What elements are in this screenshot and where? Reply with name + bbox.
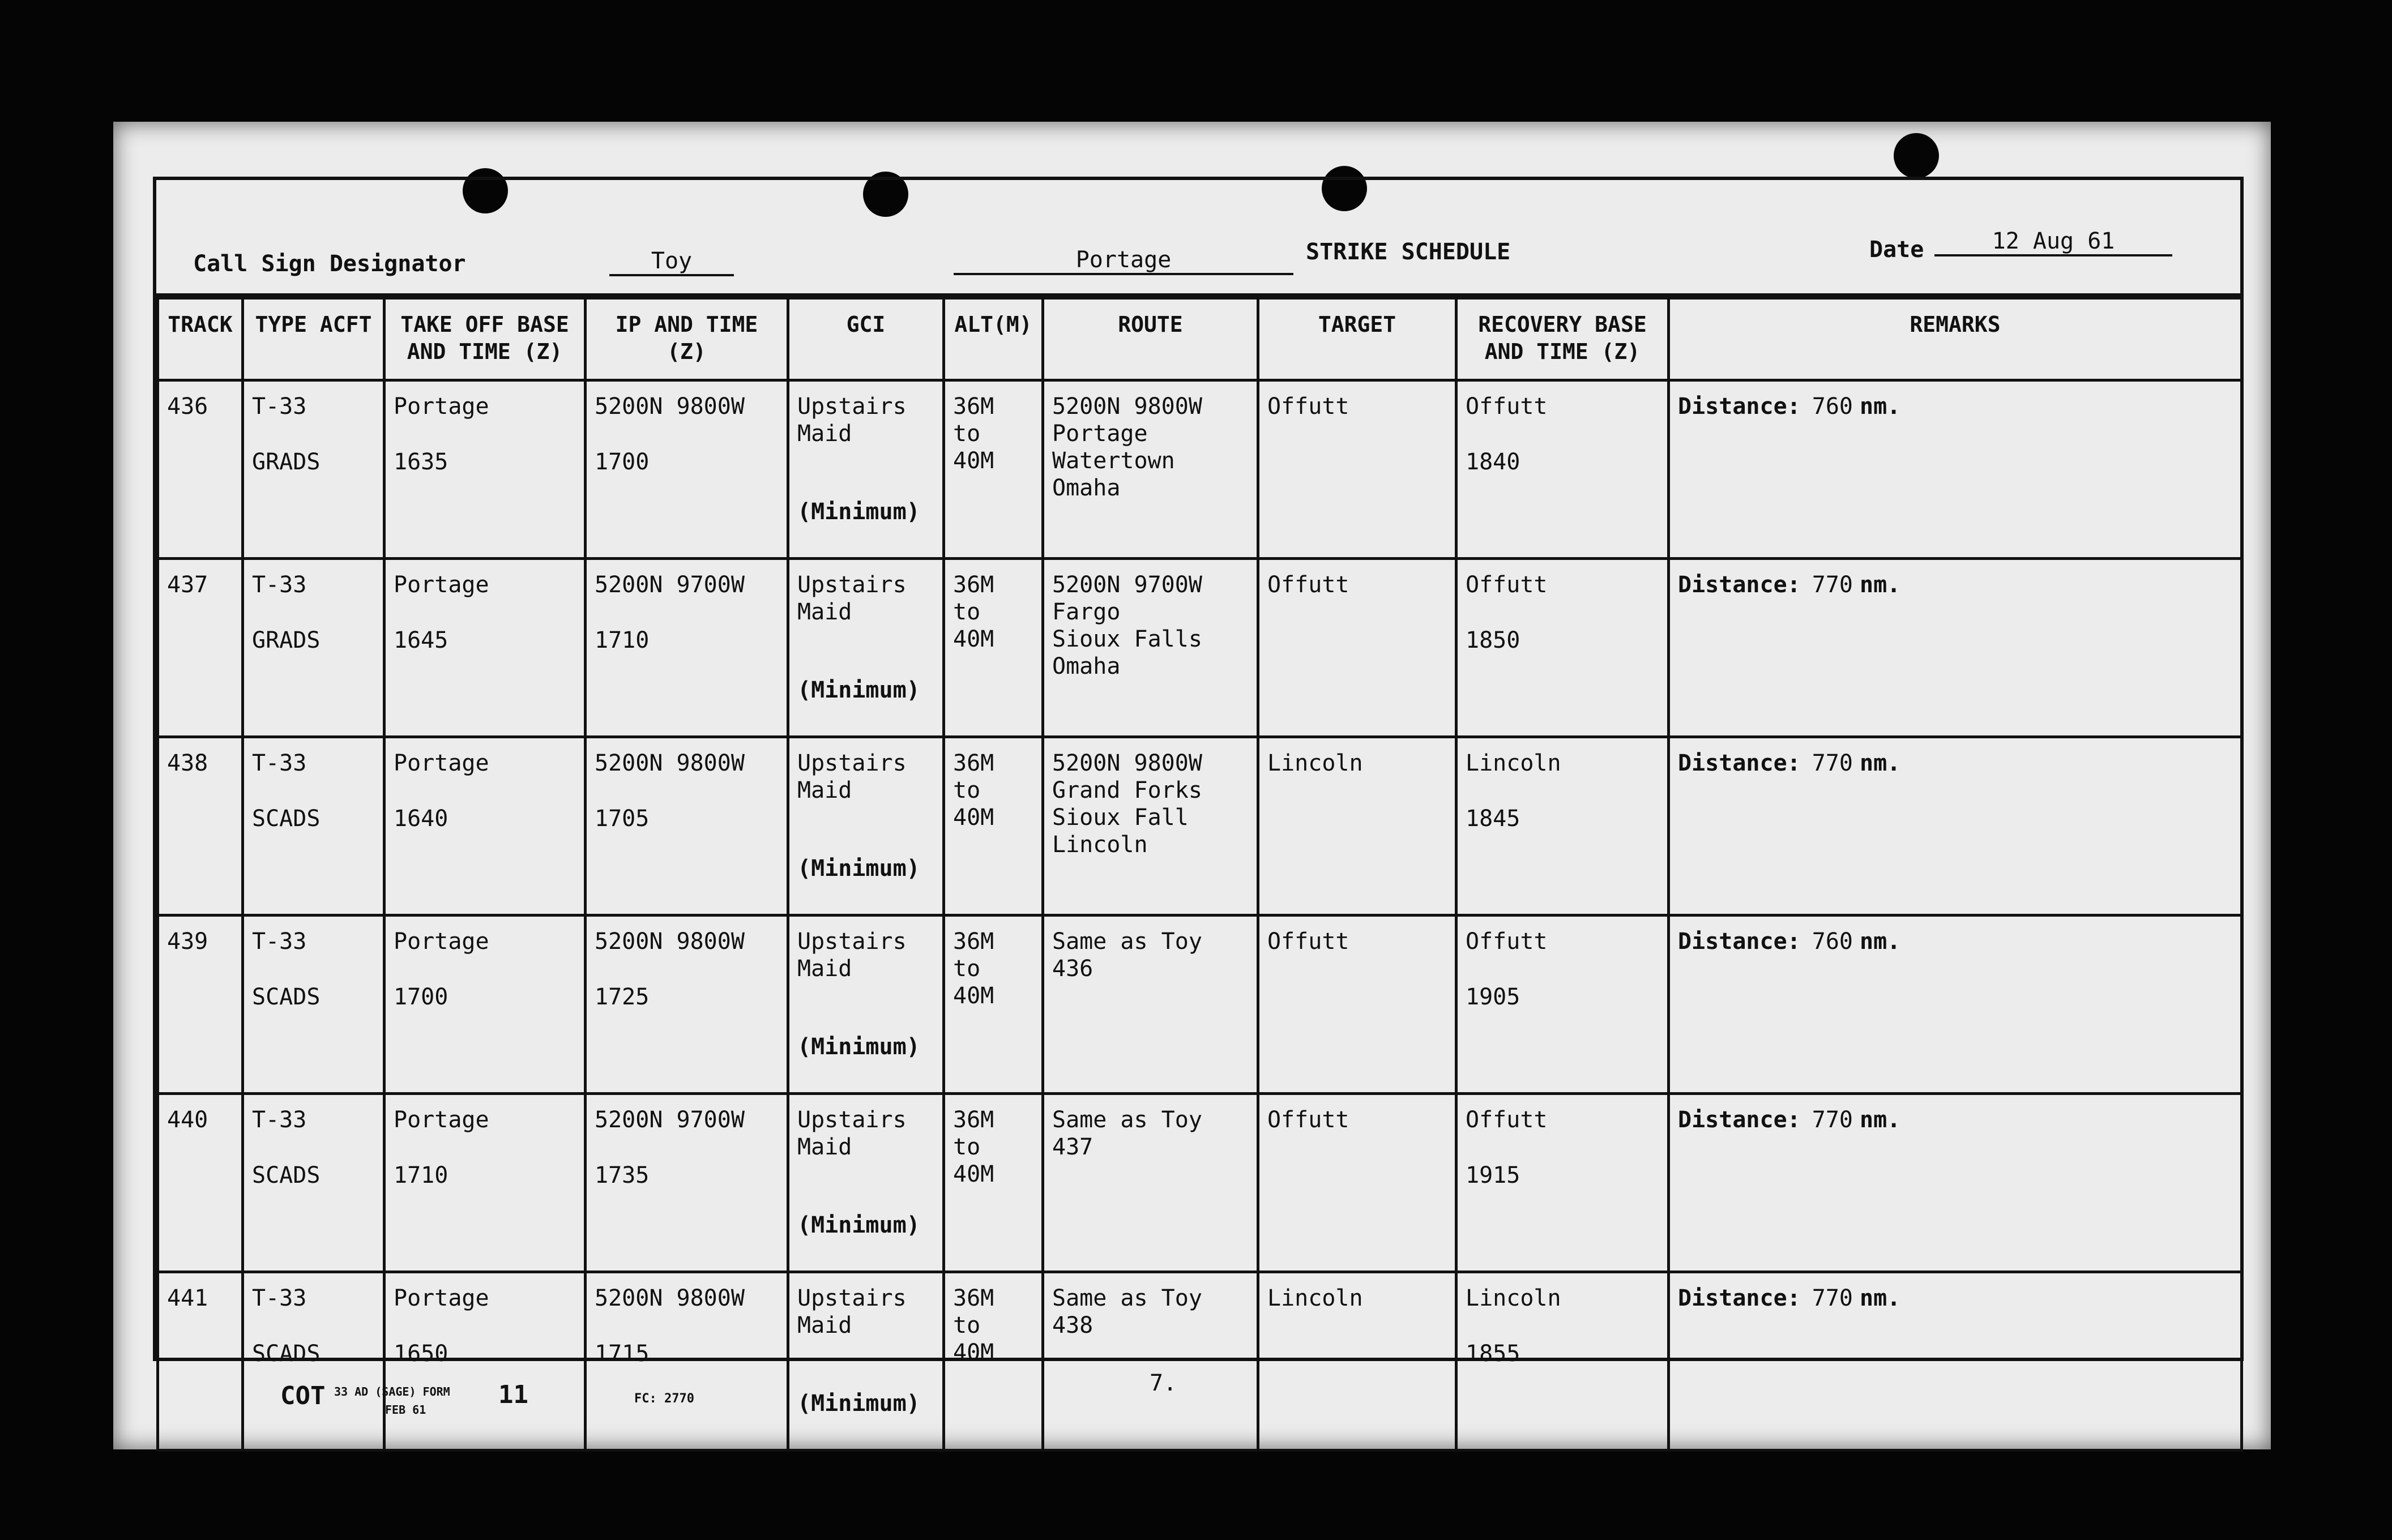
recovery-time: 1915 [1466, 1162, 1520, 1188]
gci-station: Upstairs Maid [797, 750, 907, 803]
altitude: 36M to 40M [953, 572, 994, 652]
route-point: Same as Toy 438 [1052, 1285, 1202, 1338]
recovery-time: 1845 [1466, 806, 1520, 832]
recovery-base: Lincoln [1466, 1285, 1561, 1311]
takeoff-base: Portage [394, 929, 489, 955]
ip-position: 5200N 9700W [595, 572, 745, 598]
altitude: 36M to 40M [953, 1107, 994, 1187]
takeoff-base: Portage [394, 1107, 489, 1133]
track-number: 438 [167, 750, 208, 776]
col-recovery: RECOVERY BASE AND TIME (Z) [1456, 298, 1669, 380]
track-number: 436 [167, 393, 208, 420]
fc-code: FC: 2770 [634, 1392, 694, 1406]
ip-position: 5200N 9800W [595, 1285, 745, 1311]
takeoff-time: 1650 [394, 1341, 448, 1367]
ip-position: 5200N 9800W [595, 750, 745, 776]
col-gci: GCI [788, 298, 944, 380]
aircraft-type: T-33 [252, 1107, 307, 1133]
route-point: Omaha [1052, 475, 1121, 501]
route-point: Portage [1052, 421, 1148, 447]
distance-value: 770 [1812, 1285, 1853, 1311]
recovery-time: 1855 [1466, 1341, 1520, 1367]
distance-unit: nm. [1860, 393, 1901, 420]
track-number: 441 [167, 1285, 208, 1311]
distance-value: 770 [1812, 750, 1853, 776]
aircraft-unit: SCADS [252, 1341, 321, 1367]
remarks-label: Distance: [1678, 1107, 1801, 1133]
remarks-label: Distance: [1678, 572, 1801, 598]
ip-time: 1710 [595, 627, 650, 653]
route-point: Sioux Falls [1052, 626, 1202, 652]
altitude: 36M to 40M [953, 393, 994, 474]
gci-station: Upstairs Maid [797, 572, 907, 625]
altitude: 36M to 40M [953, 1285, 994, 1366]
recovery-base: Offutt [1466, 393, 1548, 420]
takeoff-time: 1645 [394, 627, 448, 653]
distance-value: 770 [1812, 1107, 1853, 1133]
table-row [158, 737, 2242, 916]
aircraft-unit: GRADS [252, 449, 321, 475]
ip-time: 1735 [595, 1162, 650, 1188]
ip-time: 1700 [595, 449, 650, 475]
recovery-base: Offutt [1466, 1107, 1548, 1133]
date-label: Date [1869, 237, 1924, 263]
takeoff-time: 1700 [394, 984, 448, 1010]
ip-position: 5200N 9800W [595, 393, 745, 420]
date-value: 12 Aug 61 [1934, 228, 2172, 256]
target: Offutt [1267, 1107, 1349, 1133]
aircraft-type: T-33 [252, 572, 307, 598]
table-row [158, 380, 2242, 559]
route-point: 5200N 9700W [1052, 572, 1202, 598]
distance-unit: nm. [1860, 1285, 1901, 1311]
distance-value: 760 [1812, 929, 1853, 955]
gci-note: (Minimum) [797, 1212, 920, 1238]
base-value: Portage [954, 247, 1293, 275]
route-point: Same as Toy 436 [1052, 929, 1202, 982]
col-alt: ALT(M) [944, 298, 1043, 380]
distance-unit: nm. [1860, 572, 1901, 598]
altitude: 36M to 40M [953, 750, 994, 831]
col-route: ROUTE [1043, 298, 1258, 380]
gci-note: (Minimum) [797, 855, 920, 882]
ip-time: 1715 [595, 1341, 650, 1367]
form-header [156, 180, 2240, 297]
col-target: TARGET [1258, 298, 1456, 380]
target: Offutt [1267, 393, 1349, 420]
call-sign-value: Toy [609, 248, 734, 276]
col-remarks: REMARKS [1669, 298, 2242, 380]
gci-note: (Minimum) [797, 1391, 920, 1417]
form-name: 33 AD (SAGE) FORM [334, 1385, 450, 1398]
distance-value: 770 [1812, 572, 1853, 598]
col-ip: IP AND TIME (Z) [586, 298, 788, 380]
gci-station: Upstairs Maid [797, 1107, 907, 1160]
target: Lincoln [1267, 1285, 1363, 1311]
remarks-label: Distance: [1678, 393, 1801, 420]
aircraft-type: T-33 [252, 393, 307, 420]
distance-unit: nm. [1860, 1107, 1901, 1133]
recovery-time: 1840 [1466, 449, 1520, 475]
target: Offutt [1267, 572, 1349, 598]
distance-value: 760 [1812, 393, 1853, 420]
strike-schedule-table [156, 297, 2243, 1452]
takeoff-base: Portage [394, 393, 489, 420]
gci-station: Upstairs Maid [797, 393, 907, 447]
header-row [158, 298, 2242, 380]
ip-time: 1725 [595, 984, 650, 1010]
gci-station: Upstairs Maid [797, 1285, 907, 1338]
aircraft-type: T-33 [252, 750, 307, 776]
col-track: TRACK [158, 298, 243, 380]
route-point: 5200N 9800W [1052, 393, 1202, 420]
aircraft-type: T-33 [252, 1285, 307, 1311]
track-number: 440 [167, 1107, 208, 1133]
aircraft-unit: SCADS [252, 1162, 321, 1188]
recovery-base: Lincoln [1466, 750, 1561, 776]
aircraft-unit: GRADS [252, 627, 321, 653]
table-row [158, 1094, 2242, 1272]
remarks-label: Distance: [1678, 1285, 1801, 1311]
route-point: Same as Toy 437 [1052, 1107, 1202, 1160]
route-point: Fargo [1052, 599, 1121, 625]
form-date: FEB 61 [385, 1403, 426, 1417]
aircraft-unit: SCADS [252, 984, 321, 1010]
altitude: 36M to 40M [953, 929, 994, 1009]
col-type: TYPE ACFT [243, 298, 385, 380]
route-point: Omaha [1052, 653, 1121, 679]
table-row [158, 1272, 2242, 1451]
recovery-time: 1905 [1466, 984, 1520, 1010]
form-number: 11 [498, 1380, 528, 1409]
gci-station: Upstairs Maid [797, 929, 907, 982]
distance-unit: nm. [1860, 750, 1901, 776]
ip-time: 1705 [595, 806, 650, 832]
gci-note: (Minimum) [797, 499, 920, 525]
route-point: 5200N 9800W [1052, 750, 1202, 776]
call-sign-label: Call Sign Designator [193, 251, 466, 277]
route-point: Lincoln [1052, 832, 1148, 858]
gci-note: (Minimum) [797, 1034, 920, 1060]
remarks-label: Distance: [1678, 929, 1801, 955]
route-point: Sioux Fall [1052, 805, 1189, 831]
takeoff-time: 1640 [394, 806, 448, 832]
recovery-time: 1850 [1466, 627, 1520, 653]
page-number: 7. [1150, 1370, 1177, 1396]
remarks-label: Distance: [1678, 750, 1801, 776]
route-point: Grand Forks [1052, 777, 1202, 803]
punch-hole [1894, 133, 1939, 178]
table-row [158, 916, 2242, 1094]
takeoff-time: 1710 [394, 1162, 448, 1188]
target: Lincoln [1267, 750, 1363, 776]
recovery-base: Offutt [1466, 929, 1548, 955]
takeoff-base: Portage [394, 572, 489, 598]
col-takeoff: TAKE OFF BASE AND TIME (Z) [385, 298, 586, 380]
ip-position: 5200N 9700W [595, 1107, 745, 1133]
takeoff-time: 1635 [394, 449, 448, 475]
ip-position: 5200N 9800W [595, 929, 745, 955]
track-number: 437 [167, 572, 208, 598]
table-row [158, 559, 2242, 737]
distance-unit: nm. [1860, 929, 1901, 955]
gci-note: (Minimum) [797, 677, 920, 703]
takeoff-base: Portage [394, 750, 489, 776]
form-id: COT [280, 1381, 326, 1410]
route-point: Watertown [1052, 448, 1175, 474]
recovery-base: Offutt [1466, 572, 1548, 598]
takeoff-base: Portage [394, 1285, 489, 1311]
schedule-title: STRIKE SCHEDULE [1306, 239, 1511, 265]
aircraft-type: T-33 [252, 929, 307, 955]
track-number: 439 [167, 929, 208, 955]
aircraft-unit: SCADS [252, 806, 321, 832]
target: Offutt [1267, 929, 1349, 955]
